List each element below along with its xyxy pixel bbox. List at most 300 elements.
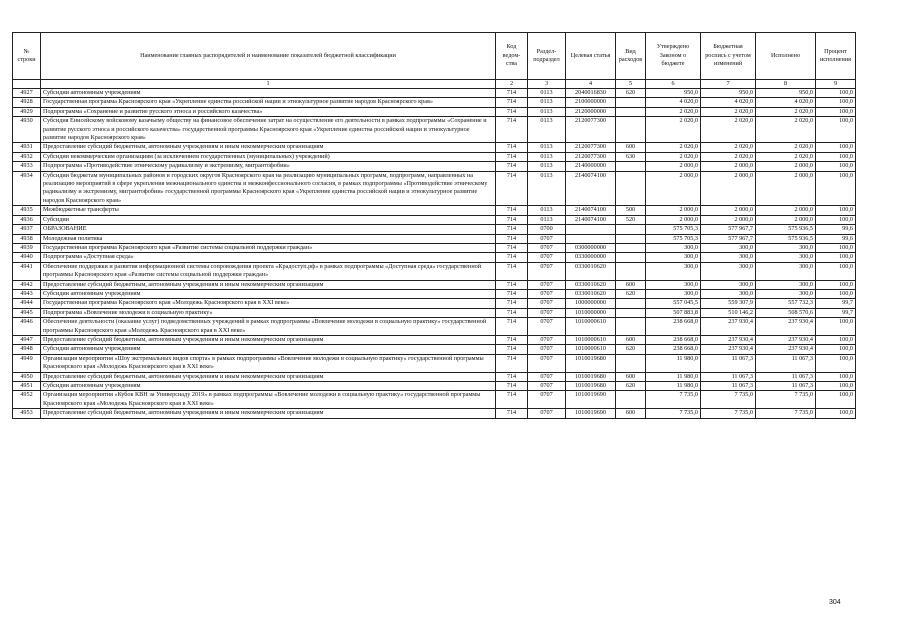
expense-type-cell <box>616 234 646 243</box>
indicator-name-cell: Предоставление субсидий бюджетным, автономным учреждениям и иным некоммерческим организациям <box>41 409 496 418</box>
percent-cell: 100,0 <box>816 280 856 289</box>
target-article-cell: 1010019680 <box>566 372 616 381</box>
expense-type-cell <box>616 162 646 171</box>
expense-type-cell: 630 <box>616 152 646 161</box>
percent-cell: 100,0 <box>816 382 856 391</box>
executed-amount-cell: 300,0 <box>756 262 816 280</box>
expense-type-cell: 620 <box>616 345 646 354</box>
table-row <box>13 234 856 243</box>
approved-amount-cell: 507 883,8 <box>646 308 701 317</box>
colnum-cell: 1 <box>41 80 496 89</box>
target-article-cell <box>566 234 616 243</box>
executed-amount-cell: 11 067,3 <box>756 354 816 372</box>
expense-type-cell <box>616 225 646 234</box>
header-budget-roster: Бюджетная роспись с учетом изменений <box>701 33 756 80</box>
header-target-article: Целевая статья <box>566 33 616 80</box>
approved-amount-cell: 300,0 <box>646 243 701 252</box>
indicator-name-cell: ОБРАЗОВАНИЕ <box>41 225 496 234</box>
approved-amount-cell: 2 000,0 <box>646 162 701 171</box>
razdel-cell: 0113 <box>528 152 566 161</box>
target-article-cell: 1000000000 <box>566 299 616 308</box>
executed-amount-cell: 950,0 <box>756 89 816 98</box>
approved-amount-cell: 4 020,0 <box>646 98 701 107</box>
roster-amount-cell: 2 000,0 <box>701 215 756 224</box>
ved-code-cell: 714 <box>496 345 528 354</box>
ved-code-cell: 714 <box>496 98 528 107</box>
roster-amount-cell: 237 930,4 <box>701 335 756 344</box>
indicator-name-cell: Подпрограмма «Доступная среда» <box>41 253 496 262</box>
approved-amount-cell: 238 668,0 <box>646 335 701 344</box>
row-number-cell: 4929 <box>13 107 41 116</box>
row-number-cell: 4939 <box>13 243 41 252</box>
roster-amount-cell: 510 146,2 <box>701 308 756 317</box>
approved-amount-cell: 2 000,0 <box>646 206 701 215</box>
table-row <box>13 152 856 161</box>
table-row <box>13 206 856 215</box>
header-executed: Исполнено <box>756 33 816 80</box>
executed-amount-cell: 2 000,0 <box>756 162 816 171</box>
row-number-cell: 4928 <box>13 98 41 107</box>
header-row-number: № строки <box>13 33 41 80</box>
row-number-cell: 4943 <box>13 289 41 298</box>
razdel-cell: 0707 <box>528 354 566 372</box>
row-number-cell: 4936 <box>13 215 41 224</box>
row-number-cell: 4938 <box>13 234 41 243</box>
target-article-cell: 1010000610 <box>566 318 616 336</box>
table-row <box>13 262 856 280</box>
executed-amount-cell: 2 000,0 <box>756 171 816 206</box>
expense-type-cell: 600 <box>616 372 646 381</box>
executed-amount-cell: 508 570,6 <box>756 308 816 317</box>
roster-amount-cell: 559 307,9 <box>701 299 756 308</box>
table-row <box>13 318 856 336</box>
expense-type-cell: 520 <box>616 215 646 224</box>
approved-amount-cell: 7 735,0 <box>646 391 701 409</box>
razdel-cell: 0113 <box>528 171 566 206</box>
percent-cell: 100,0 <box>816 354 856 372</box>
target-article-cell: 2120077300 <box>566 117 616 143</box>
roster-amount-cell: 577 967,7 <box>701 225 756 234</box>
approved-amount-cell: 300,0 <box>646 262 701 280</box>
percent-cell: 100,0 <box>816 253 856 262</box>
approved-amount-cell: 2 020,0 <box>646 117 701 143</box>
table-row <box>13 345 856 354</box>
indicator-name-cell: Государственная программа Красноярского края «Развитие системы социальной поддержки граждан» <box>41 243 496 252</box>
executed-amount-cell: 557 732,3 <box>756 299 816 308</box>
approved-amount-cell: 238 668,0 <box>646 318 701 336</box>
target-article-cell: 2120077300 <box>566 143 616 152</box>
percent-cell: 99,6 <box>816 234 856 243</box>
executed-amount-cell: 237 930,4 <box>756 345 816 354</box>
approved-amount-cell: 2 020,0 <box>646 107 701 116</box>
expense-type-cell <box>616 253 646 262</box>
expense-type-cell <box>616 243 646 252</box>
indicator-name-cell: Субсидии автономным учреждениям <box>41 89 496 98</box>
target-article-cell: 1010000610 <box>566 335 616 344</box>
table-row <box>13 162 856 171</box>
executed-amount-cell: 237 930,4 <box>756 318 816 336</box>
row-number-cell: 4931 <box>13 143 41 152</box>
row-number-cell: 4946 <box>13 318 41 336</box>
expense-type-cell: 620 <box>616 382 646 391</box>
column-number-row <box>13 80 856 89</box>
roster-amount-cell: 2 000,0 <box>701 171 756 206</box>
row-number-cell: 4933 <box>13 162 41 171</box>
percent-cell: 100,0 <box>816 171 856 206</box>
percent-cell: 100,0 <box>816 335 856 344</box>
executed-amount-cell: 237 930,4 <box>756 335 816 344</box>
ved-code-cell: 714 <box>496 299 528 308</box>
indicator-name-cell: Субсидия Енисейскому войсковому казачьему обществу на финансовое обеспечение затрат на осуществление его деятельности в рамках подпрограммы «Сохранение и развитие русского этноса и российского казачества» государственной программы Красноярского края «Укрепление единства российской нации и этнокультурное развитие народов Красноярского края» <box>41 117 496 143</box>
row-number-cell: 4949 <box>13 354 41 372</box>
table-row <box>13 253 856 262</box>
target-article-cell: 0330010620 <box>566 280 616 289</box>
ved-code-cell: 714 <box>496 215 528 224</box>
executed-amount-cell: 575 936,5 <box>756 225 816 234</box>
approved-amount-cell: 11 980,0 <box>646 354 701 372</box>
colnum-cell: 4 <box>566 80 616 89</box>
executed-amount-cell: 2 000,0 <box>756 215 816 224</box>
expense-type-cell: 620 <box>616 289 646 298</box>
colnum-cell: 6 <box>646 80 701 89</box>
razdel-cell: 0113 <box>528 206 566 215</box>
approved-amount-cell: 238 668,0 <box>646 345 701 354</box>
ved-code-cell: 714 <box>496 335 528 344</box>
approved-amount-cell: 575 705,3 <box>646 234 701 243</box>
percent-cell: 100,0 <box>816 372 856 381</box>
table-row <box>13 143 856 152</box>
percent-cell: 100,0 <box>816 345 856 354</box>
table-row <box>13 215 856 224</box>
row-number-cell: 4951 <box>13 382 41 391</box>
razdel-cell: 0707 <box>528 243 566 252</box>
percent-cell: 99,7 <box>816 308 856 317</box>
roster-amount-cell: 237 930,4 <box>701 318 756 336</box>
indicator-name-cell: Субсидии некоммерческим организациям (за исключением государственных (муниципальных) учреждений) <box>41 152 496 161</box>
percent-cell: 100,0 <box>816 318 856 336</box>
row-number-cell: 4944 <box>13 299 41 308</box>
table-row <box>13 289 856 298</box>
indicator-name-cell: Субсидии автономным учреждениям <box>41 345 496 354</box>
roster-amount-cell: 4 020,0 <box>701 98 756 107</box>
percent-cell: 100,0 <box>816 162 856 171</box>
table-row <box>13 107 856 116</box>
header-expense-type: Вид расходов <box>616 33 646 80</box>
indicator-name-cell: Предоставление субсидий бюджетным, автономным учреждениям и иным некоммерческим организациям <box>41 372 496 381</box>
roster-amount-cell: 577 967,7 <box>701 234 756 243</box>
expense-type-cell: 500 <box>616 206 646 215</box>
executed-amount-cell: 300,0 <box>756 289 816 298</box>
target-article-cell: 0300000000 <box>566 243 616 252</box>
roster-amount-cell: 7 735,0 <box>701 409 756 418</box>
colnum-cell: 8 <box>756 80 816 89</box>
header-razdel: Раздел-подраздел <box>528 33 566 80</box>
target-article-cell: 1010019680 <box>566 354 616 372</box>
target-article-cell: 2140074100 <box>566 171 616 206</box>
ved-code-cell: 714 <box>496 280 528 289</box>
target-article-cell: 1010019680 <box>566 382 616 391</box>
executed-amount-cell: 2 020,0 <box>756 117 816 143</box>
indicator-name-cell: Подпрограмма «Противодействие этническому радикализму и экстремизму, мигрантофобии» <box>41 162 496 171</box>
indicator-name-cell: Государственная программа Красноярского края «Укрепление единства российской нации и этнокультурное развитие народов Красноярского края» <box>41 98 496 107</box>
indicator-name-cell: Предоставление субсидий бюджетным, автономным учреждениям и иным некоммерческим организациям <box>41 335 496 344</box>
table-row <box>13 391 856 409</box>
razdel-cell: 0113 <box>528 107 566 116</box>
executed-amount-cell: 2 020,0 <box>756 152 816 161</box>
target-article-cell: 2140074100 <box>566 206 616 215</box>
target-article-cell: 0330000000 <box>566 253 616 262</box>
expense-type-cell <box>616 107 646 116</box>
expense-type-cell <box>616 171 646 206</box>
roster-amount-cell: 300,0 <box>701 262 756 280</box>
target-article-cell: 2140074100 <box>566 215 616 224</box>
razdel-cell: 0707 <box>528 345 566 354</box>
razdel-cell: 0707 <box>528 335 566 344</box>
ved-code-cell: 714 <box>496 289 528 298</box>
target-article-cell: 2140000000 <box>566 162 616 171</box>
indicator-name-cell: Подпрограмма «Вовлечение молодежи в социальную практику» <box>41 308 496 317</box>
row-number-cell: 4941 <box>13 262 41 280</box>
indicator-name-cell: Субсидии <box>41 215 496 224</box>
expense-type-cell <box>616 262 646 280</box>
percent-cell: 100,0 <box>816 89 856 98</box>
approved-amount-cell: 2 000,0 <box>646 171 701 206</box>
table-row <box>13 89 856 98</box>
approved-amount-cell: 557 045,5 <box>646 299 701 308</box>
colnum-cell: 5 <box>616 80 646 89</box>
razdel-cell: 0707 <box>528 253 566 262</box>
ved-code-cell: 714 <box>496 152 528 161</box>
expense-type-cell: 600 <box>616 280 646 289</box>
executed-amount-cell: 7 735,0 <box>756 409 816 418</box>
indicator-name-cell: Молодежная политика <box>41 234 496 243</box>
approved-amount-cell: 11 980,0 <box>646 372 701 381</box>
row-number-cell: 4942 <box>13 280 41 289</box>
razdel-cell: 0113 <box>528 117 566 143</box>
roster-amount-cell: 11 067,3 <box>701 372 756 381</box>
target-article-cell: 2120077300 <box>566 152 616 161</box>
roster-amount-cell: 300,0 <box>701 243 756 252</box>
percent-cell: 100,0 <box>816 152 856 161</box>
expense-type-cell <box>616 391 646 409</box>
razdel-cell: 0113 <box>528 215 566 224</box>
expense-type-cell: 600 <box>616 143 646 152</box>
approved-amount-cell: 575 705,3 <box>646 225 701 234</box>
executed-amount-cell: 7 735,0 <box>756 391 816 409</box>
razdel-cell: 0707 <box>528 372 566 381</box>
ved-code-cell: 714 <box>496 143 528 152</box>
roster-amount-cell: 950,0 <box>701 89 756 98</box>
target-article-cell: 2040016830 <box>566 89 616 98</box>
target-article-cell <box>566 225 616 234</box>
indicator-name-cell: Подпрограмма «Сохранение и развитие русского этноса и российского казачества» <box>41 107 496 116</box>
roster-amount-cell: 11 067,3 <box>701 354 756 372</box>
percent-cell: 100,0 <box>816 289 856 298</box>
razdel-cell: 0113 <box>528 143 566 152</box>
ved-code-cell: 714 <box>496 391 528 409</box>
percent-cell: 100,0 <box>816 215 856 224</box>
expense-type-cell: 600 <box>616 335 646 344</box>
razdel-cell: 0707 <box>528 262 566 280</box>
ved-code-cell: 714 <box>496 117 528 143</box>
table-row <box>13 372 856 381</box>
percent-cell: 99,6 <box>816 225 856 234</box>
expense-type-cell <box>616 318 646 336</box>
executed-amount-cell: 300,0 <box>756 280 816 289</box>
table-row <box>13 98 856 107</box>
row-number-cell: 4953 <box>13 409 41 418</box>
roster-amount-cell: 11 067,3 <box>701 382 756 391</box>
budget-table-page <box>12 32 855 419</box>
indicator-name-cell: Предоставление субсидий бюджетным, автономным учреждениям и иным некоммерческим организациям <box>41 280 496 289</box>
ved-code-cell: 714 <box>496 253 528 262</box>
executed-amount-cell: 4 020,0 <box>756 98 816 107</box>
row-number-cell: 4937 <box>13 225 41 234</box>
roster-amount-cell: 2 000,0 <box>701 206 756 215</box>
roster-amount-cell: 300,0 <box>701 280 756 289</box>
row-number-cell: 4932 <box>13 152 41 161</box>
expense-type-cell <box>616 308 646 317</box>
indicator-name-cell: Организация мероприятия «Кубок КВН за Универсиаду 2019» в рамках подпрограммы «Вовлечение молодежи в социальную практику» государственной программы Красноярского края «Молодежь Красноярского края в XXI веке» <box>41 391 496 409</box>
percent-cell: 100,0 <box>816 107 856 116</box>
approved-amount-cell: 2 020,0 <box>646 143 701 152</box>
table-row <box>13 382 856 391</box>
row-number-cell: 4927 <box>13 89 41 98</box>
colnum-cell: 2 <box>496 80 528 89</box>
row-number-cell: 4952 <box>13 391 41 409</box>
target-article-cell: 1010000610 <box>566 345 616 354</box>
row-number-cell: 4930 <box>13 117 41 143</box>
indicator-name-cell: Субсидии автономным учреждениям <box>41 382 496 391</box>
table-row <box>13 409 856 418</box>
percent-cell: 100,0 <box>816 409 856 418</box>
ved-code-cell: 714 <box>496 162 528 171</box>
table-row <box>13 171 856 206</box>
budget-execution-table <box>12 32 856 419</box>
percent-cell: 100,0 <box>816 117 856 143</box>
row-number-cell: 4945 <box>13 308 41 317</box>
razdel-cell: 0707 <box>528 289 566 298</box>
executed-amount-cell: 11 067,3 <box>756 372 816 381</box>
ved-code-cell: 714 <box>496 372 528 381</box>
percent-cell: 100,0 <box>816 98 856 107</box>
razdel-cell: 0707 <box>528 234 566 243</box>
executed-amount-cell: 11 067,3 <box>756 382 816 391</box>
roster-amount-cell: 300,0 <box>701 289 756 298</box>
expense-type-cell: 620 <box>616 89 646 98</box>
ved-code-cell: 714 <box>496 382 528 391</box>
row-number-cell: 4935 <box>13 206 41 215</box>
ved-code-cell: 714 <box>496 262 528 280</box>
table-row <box>13 117 856 143</box>
executed-amount-cell: 575 936,5 <box>756 234 816 243</box>
ved-code-cell: 714 <box>496 243 528 252</box>
indicator-name-cell: Обеспечение деятельности (оказание услуг) подведомственных учреждений в рамках подпрограммы «Вовлечение молодежи в социальную практику» государственной программы Красноярского края «Молодежь Красноярского края в XXI веке» <box>41 318 496 336</box>
row-number-cell: 4934 <box>13 171 41 206</box>
razdel-cell: 0707 <box>528 382 566 391</box>
header-name: Наименование главных распорядителей и наименование показателей бюджетной классификации <box>41 33 496 80</box>
ved-code-cell: 714 <box>496 89 528 98</box>
expense-type-cell <box>616 354 646 372</box>
ved-code-cell: 714 <box>496 234 528 243</box>
executed-amount-cell: 2 020,0 <box>756 143 816 152</box>
roster-amount-cell: 300,0 <box>701 253 756 262</box>
indicator-name-cell: Предоставление субсидий бюджетным, автономным учреждениям и иным некоммерческим организациям <box>41 143 496 152</box>
executed-amount-cell: 2 000,0 <box>756 206 816 215</box>
colnum-cell <box>13 80 41 89</box>
target-article-cell: 1010000000 <box>566 308 616 317</box>
indicator-name-cell: Субсидии бюджетам муниципальных районов и городских округов Красноярского края на реализацию муниципальных программ, подпрограмм, направленных на реализацию мероприятий в сфере укрепления межнационального единства и межконфессионального согласия, в рамках подпрограммы «Противодействие этническому радикализму и экстремизму, мигрантофобии» государственной программы Красноярского края «Укрепление единства российской нации и этнокультурное развитие народов Красноярского края» <box>41 171 496 206</box>
table-row <box>13 354 856 372</box>
razdel-cell: 0707 <box>528 391 566 409</box>
executed-amount-cell: 2 020,0 <box>756 107 816 116</box>
razdel-cell: 0113 <box>528 89 566 98</box>
row-number-cell: 4947 <box>13 335 41 344</box>
approved-amount-cell: 11 980,0 <box>646 382 701 391</box>
ved-code-cell: 714 <box>496 409 528 418</box>
table-row <box>13 335 856 344</box>
target-article-cell: 1010019690 <box>566 391 616 409</box>
header-ved-code: Код ведом-ства <box>496 33 528 80</box>
ved-code-cell: 714 <box>496 318 528 336</box>
razdel-cell: 0113 <box>528 98 566 107</box>
razdel-cell: 0707 <box>528 299 566 308</box>
razdel-cell: 0707 <box>528 318 566 336</box>
target-article-cell: 2100000000 <box>566 98 616 107</box>
percent-cell: 100,0 <box>816 262 856 280</box>
table-row <box>13 243 856 252</box>
approved-amount-cell: 300,0 <box>646 289 701 298</box>
ved-code-cell: 714 <box>496 225 528 234</box>
table-row <box>13 299 856 308</box>
table-header-row <box>13 33 856 80</box>
indicator-name-cell: Организация мероприятия «Шоу экстремальных видов спорта» в рамках подпрограммы «Вовлечение молодежи в социальную практику» государственной программы Красноярского края «Молодежь Красноярского края в XXI веке» <box>41 354 496 372</box>
ved-code-cell: 714 <box>496 107 528 116</box>
razdel-cell: 0113 <box>528 162 566 171</box>
page-number: 304 <box>829 599 841 606</box>
table-row <box>13 308 856 317</box>
target-article-cell: 0330010620 <box>566 289 616 298</box>
razdel-cell: 0707 <box>528 308 566 317</box>
roster-amount-cell: 2 020,0 <box>701 107 756 116</box>
expense-type-cell <box>616 117 646 143</box>
expense-type-cell: 600 <box>616 409 646 418</box>
row-number-cell: 4948 <box>13 345 41 354</box>
colnum-cell: 7 <box>701 80 756 89</box>
table-row <box>13 225 856 234</box>
roster-amount-cell: 7 735,0 <box>701 391 756 409</box>
indicator-name-cell: Обеспечение поддержки и развития информационной системы сопровождения проекта «Крадоступ.рф» в рамках подпрограммы «Доступная среда» государственной программы Красноярского края «Развитие системы социальной поддержки граждан» <box>41 262 496 280</box>
approved-amount-cell: 300,0 <box>646 253 701 262</box>
target-article-cell: 1010019690 <box>566 409 616 418</box>
target-article-cell: 0330010620 <box>566 262 616 280</box>
roster-amount-cell: 2 020,0 <box>701 117 756 143</box>
approved-amount-cell: 7 735,0 <box>646 409 701 418</box>
percent-cell: 100,0 <box>816 243 856 252</box>
razdel-cell: 0707 <box>528 409 566 418</box>
header-percent: Процент исполнения <box>816 33 856 80</box>
expense-type-cell <box>616 299 646 308</box>
row-number-cell: 4950 <box>13 372 41 381</box>
ved-code-cell: 714 <box>496 354 528 372</box>
colnum-cell: 9 <box>816 80 856 89</box>
percent-cell: 100,0 <box>816 143 856 152</box>
indicator-name-cell: Субсидии автономным учреждениям <box>41 289 496 298</box>
percent-cell: 99,7 <box>816 299 856 308</box>
approved-amount-cell: 300,0 <box>646 280 701 289</box>
approved-amount-cell: 950,0 <box>646 89 701 98</box>
razdel-cell: 0707 <box>528 280 566 289</box>
